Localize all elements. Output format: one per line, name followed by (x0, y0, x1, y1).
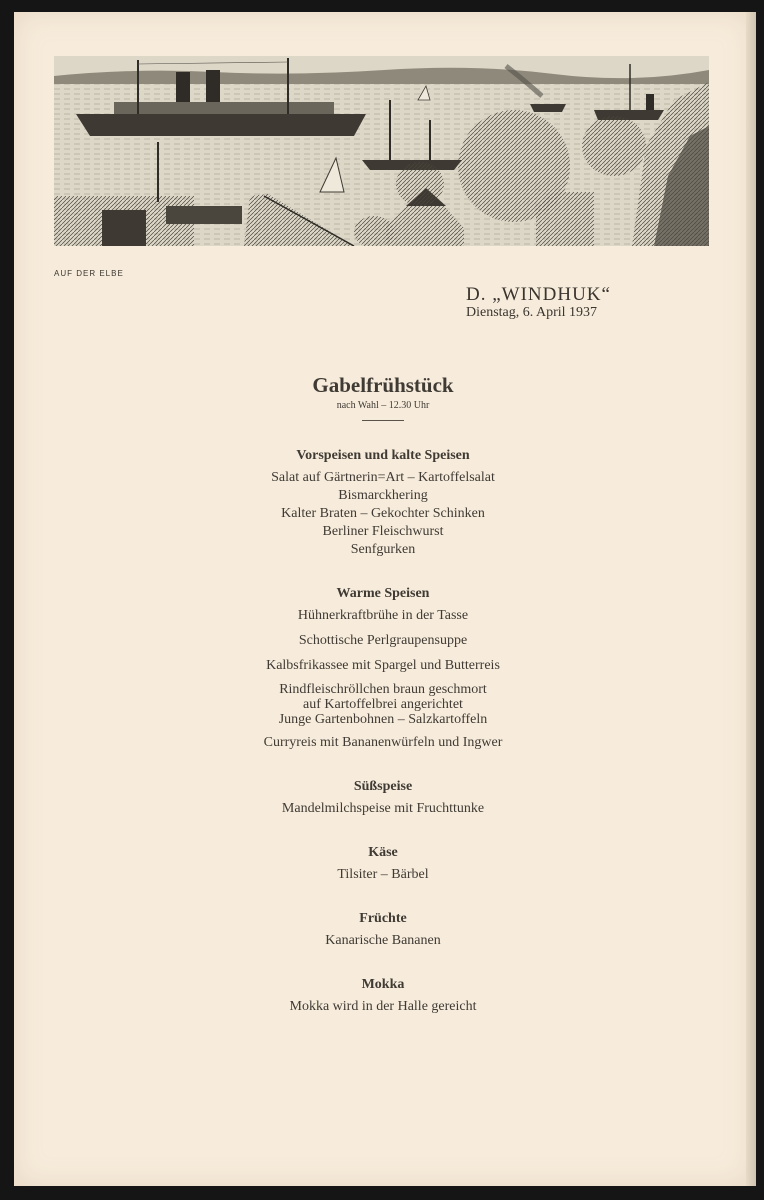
ship-name: D. „WINDHUK“ (466, 284, 611, 305)
menu-subtitle: nach Wahl – 12.30 Uhr (336, 400, 430, 411)
course-heading-warme-speisen: Warme Speisen (336, 586, 430, 601)
dish-line: Kalbsfrikassee mit Spargel und Butterreis (266, 658, 500, 673)
course-heading-suessspeise: Süßspeise (353, 779, 413, 794)
dish-group (14, 734, 752, 752)
dish-line: Mokka wird in der Halle gereicht (289, 999, 477, 1014)
dish-group (14, 632, 752, 650)
dish-line: Schottische Perlgraupensuppe (298, 633, 468, 648)
dish-line: Berliner Fleischwurst (322, 524, 444, 539)
dish-line: Hühnerkraftbrühe in der Tasse (297, 608, 469, 623)
course-heading-fruechte: Früchte (359, 911, 407, 926)
dish-line: Rindfleischröllchen braun geschmort (279, 682, 487, 697)
dish-line: auf Kartoffelbrei angerichtet (303, 697, 463, 712)
dish-group (14, 657, 752, 675)
dish-group (14, 998, 752, 1016)
dish-line: Bismarckhering (338, 488, 428, 503)
menu-date: Dienstag, 6. April 1937 (466, 305, 598, 320)
dish-group (14, 682, 752, 727)
dish-line: Mandelmilchspeise mit Fruchttunke (281, 801, 485, 816)
dish-line: Kalter Braten – Gekochter Schinken (281, 506, 485, 521)
dish-line: Senfgurken (350, 542, 416, 557)
dish-line: Tilsiter – Bärbel (337, 867, 429, 882)
menu-card (14, 12, 752, 1186)
course-heading-mokka: Mokka (361, 977, 405, 992)
dish-line: Junge Gartenbohnen – Salzkartoffeln (278, 712, 488, 727)
page-edge (746, 12, 756, 1186)
title-divider (362, 420, 404, 421)
dish-group (14, 800, 752, 818)
dish-group (14, 469, 752, 559)
course-heading-vorspeisen: Vorspeisen und kalte Speisen (296, 448, 470, 463)
menu-title: Gabelfrühstück (312, 373, 454, 397)
illustration-caption: AUF DER ELBE (54, 269, 124, 278)
dish-line: Salat auf Gärtnerin=Art – Kartoffelsalat (271, 470, 495, 485)
dish-group (14, 932, 752, 950)
course-heading-kaese: Käse (368, 845, 398, 860)
harbor-etching (54, 56, 709, 246)
menu-body (14, 372, 752, 1016)
dish-line: Curryreis mit Bananenwürfeln und Ingwer (263, 735, 503, 750)
dish-group (14, 607, 752, 625)
dish-line: Kanarische Bananen (325, 933, 441, 948)
dish-group (14, 866, 752, 884)
